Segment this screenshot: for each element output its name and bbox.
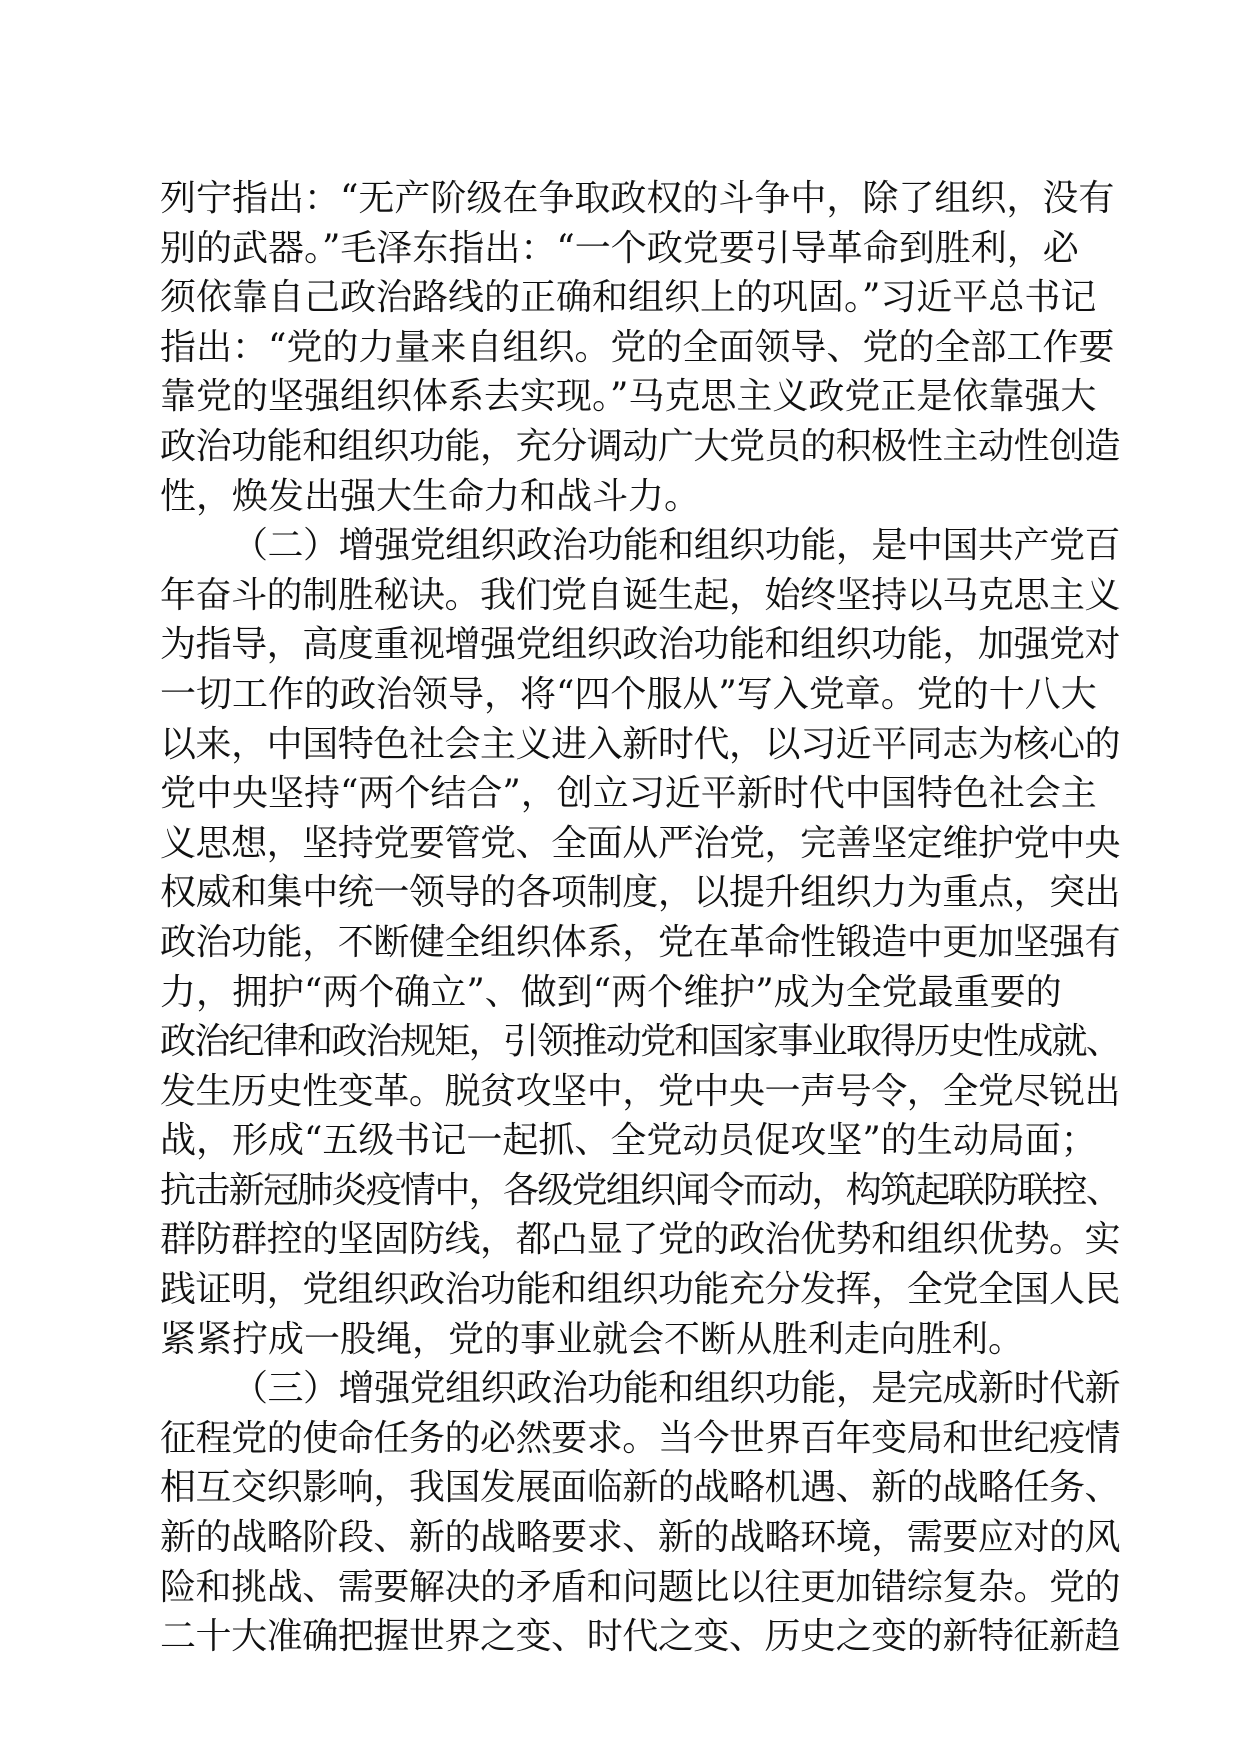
text-line: 新的战略阶段、新的战略要求、新的战略环境，需要应对的风 [160,1517,1121,1559]
text-line: 以来，中国特色社会主义进入新时代，以习近平同志为核心的 [160,723,1121,765]
text-line: （二）增强党组织政治功能和组织功能，是中国共产党百 [232,525,1121,567]
text-line: 一切工作的政治领导，将“四个服从”写入党章。党的十八大 [160,673,1097,715]
text-line: 须依靠自己政治路线的正确和组织上的巩固。”习近平总书记 [160,277,1097,319]
text-line: 紧紧拧成一股绳，党的事业就会不断从胜利走向胜利。 [160,1318,1025,1360]
text-line: 群防群控的坚固防线，都凸显了党的政治优势和组织优势。实 [160,1219,1121,1261]
text-line: 别的武器。”毛泽东指出：“一个政党要引导革命到胜利，必 [160,227,1079,269]
text-line: （三）增强党组织政治功能和组织功能，是完成新时代新 [232,1368,1121,1410]
text-line: 险和挑战、需要解决的矛盾和问题比以往更加错综复杂。党的 [160,1566,1121,1608]
text-line: 政治纪律和政治规矩，引领推动党和国家事业取得历史性成就、 [160,1021,1121,1063]
text-line: 权威和集中统一领导的各项制度，以提升组织力为重点，突出 [160,872,1121,914]
text-line: 抗击新冠肺炎疫情中，各级党组织闻令而动，构筑起联防联控、 [160,1169,1121,1211]
text-line: 年奋斗的制胜秘诀。我们党自诞生起，始终坚持以马克思主义 [160,574,1121,616]
text-line: 战，形成“五级书记一起抓、全党动员促攻坚”的生动局面； [160,1120,1097,1162]
text-line: 性，焕发出强大生命力和战斗力。 [160,475,701,517]
text-line: 发生历史性变革。脱贫攻坚中，党中央一声号令，全党尽锐出 [160,1070,1121,1112]
text-line: 政治功能和组织功能，充分调动广大党员的积极性主动性创造 [160,425,1121,467]
text-line: 征程党的使命任务的必然要求。当今世界百年变局和世纪疫情 [160,1417,1121,1459]
text-line: 相互交织影响，我国发展面临新的战略机遇、新的战略任务、 [160,1467,1121,1509]
text-line: 政治功能，不断健全组织体系，党在革命性锻造中更加坚强有 [160,921,1121,963]
text-line: 力，拥护“两个确立”、做到“两个维护”成为全党最重要的 [160,971,1062,1013]
text-line: 义思想，坚持党要管党、全面从严治党，完善坚定维护党中央 [160,822,1121,864]
body-text [160,174,1120,1662]
text-line: 党中央坚持“两个结合”，创立习近平新时代中国特色社会主 [160,773,1097,815]
text-line: 二十大准确把握世界之变、时代之变、历史之变的新特征新趋 [160,1616,1121,1658]
text-line: 践证明，党组织政治功能和组织功能充分发挥，全党全国人民 [160,1269,1121,1311]
text-line: 列宁指出：“无产阶级在争取政权的斗争中，除了组织，没有 [160,178,1115,219]
text-line: 为指导，高度重视增强党组织政治功能和组织功能，加强党对 [160,624,1121,666]
text-line: 靠党的坚强组织体系去实现。”马克思主义政党正是依靠强大 [160,376,1097,418]
text-line: 指出：“党的力量来自组织。党的全面领导、党的全部工作要 [160,326,1115,368]
